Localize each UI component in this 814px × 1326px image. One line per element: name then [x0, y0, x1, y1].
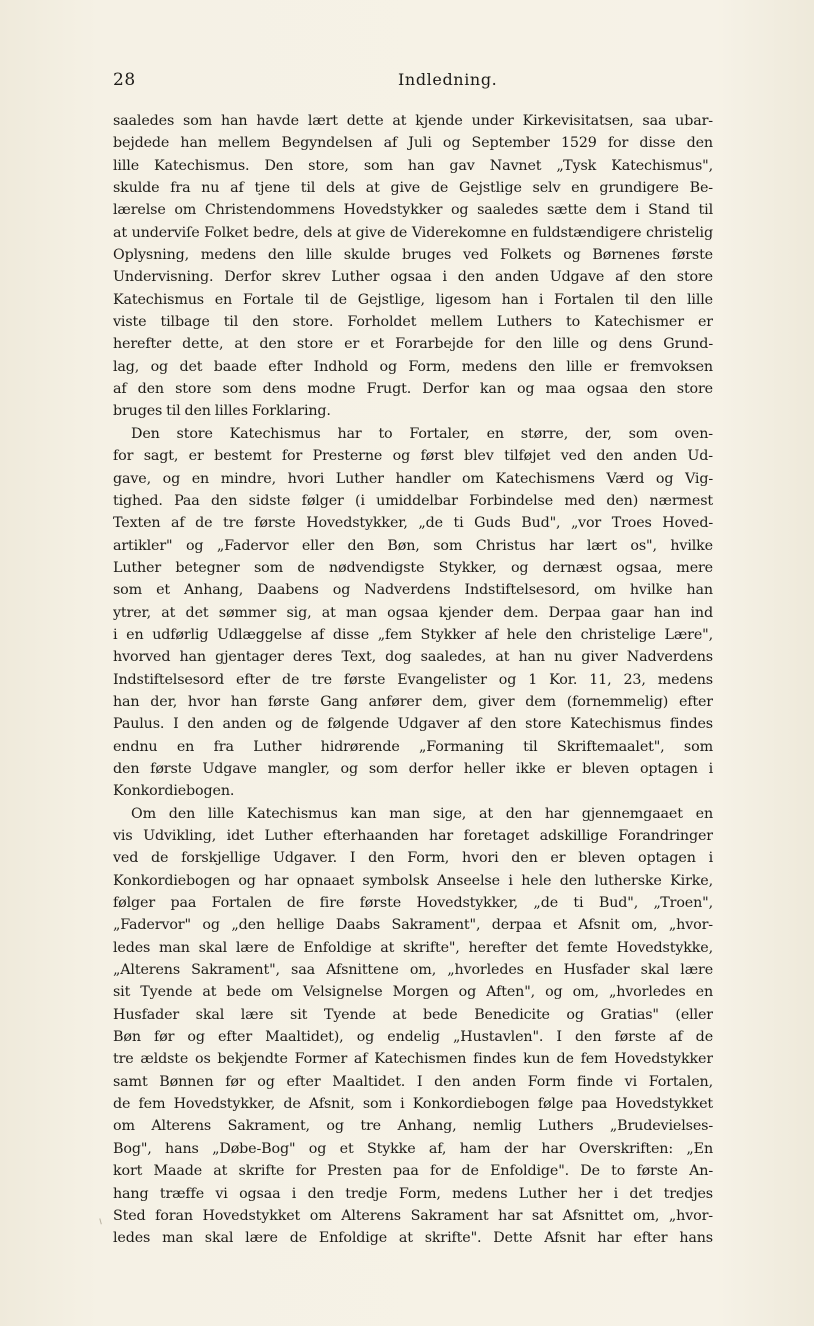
text-line: lærelse om Christendommens Hovedstykker og saaledes sætte dem i Stand til: [113, 202, 713, 219]
text-line: lille Katechismus. Den store, som han gav Navnet „Tysk Katechismus",: [113, 157, 713, 174]
text-line: artikler" og „Fadervor eller den Bøn, som Christus har lært os", hvilke: [113, 537, 713, 554]
text-line: ledes man skal lære de Enfoldige at skrifte", herefter det femte Hovedstykke,: [113, 939, 713, 956]
text-line: saaledes som han havde lært dette at kjende under Kirkevisitatsen, saa ubar-: [113, 113, 713, 129]
text-line: tre ældste os bekjendte Former af Katechismen findes kun de fem Hovedstykker: [113, 1051, 713, 1068]
text-line: Paulus. I den anden og de følgende Udgaver af den store Katechismus findes: [113, 716, 713, 733]
text-line: „Fadervor" og „den hellige Daabs Sakrament", derpaa et Afsnit om, „hvor-: [113, 917, 713, 934]
text-line: Indstiftelsesord efter de tre første Evangelister og 1 Kor. 11, 23, medens: [113, 671, 713, 688]
paragraph-first-line: Om den lille Katechismus kan man sige, at den har gjennemgaaet en: [131, 805, 713, 822]
text-line: lag, og det baade efter Indhold og Form, medens den lille er fremvoksen: [113, 358, 713, 375]
text-line: Sted foran Hovedstykket om Alterens Sakrament har sat Afsnittet om, „hvor-: [113, 1207, 713, 1224]
text-line: ved de forskjellige Udgaver. I den Form, hvori den er bleven optagen i: [113, 850, 713, 867]
text-line: hang træffe vi ogsaa i den tredje Form, medens Luther her i det tredjes: [113, 1185, 713, 1202]
margin-tick-mark: [99, 1218, 104, 1225]
text-line: sit Tyende at bede om Velsignelse Morgen og Aften", og om, „hvorledes en: [113, 984, 713, 1001]
text-line: hvorved han gjentager deres Text, dog saaledes, at han nu giver Nadverdens: [113, 649, 713, 666]
text-line: Texten af de tre første Hovedstykker, „de ti Guds Bud", „vor Troes Hoved-: [113, 515, 713, 532]
text-line: følger paa Fortalen de fire første Hovedstykker, „de ti Bud", „Troen",: [113, 895, 713, 912]
text-line: Bøn før og efter Maaltidet), og endelig „Hustavlen". I den første af de: [113, 1029, 713, 1046]
text-line: at underviſe Folket bedre, dels at give de Viderekomne en fuldstændigere christelig: [113, 224, 713, 241]
text-line: tighed. Paa den sidste følger (i umiddelbar Forbindelse med den) nærmest: [113, 492, 713, 509]
text-line: den første Udgave mangler, og som derfor heller ikke er bleven optagen i: [113, 760, 713, 777]
paragraph-first-line: Den store Katechismus har to Fortaler, en større, der, som oven-: [131, 425, 713, 442]
running-title: Indledning.: [398, 70, 498, 89]
text-line: ledes man skal lære de Enfoldige at skrifte". Dette Afsnit har efter hans: [113, 1230, 713, 1247]
text-line: han der, hvor han første Gang anfører dem, giver dem (fornemmelig) efter: [113, 693, 713, 710]
text-line: Husfader skal lære sit Tyende at bede Benedicite og Gratias" (eller: [113, 1006, 713, 1023]
text-line: viste tilbage til den store. Forholdet mellem Luthers to Katechismer er: [113, 314, 713, 331]
text-line: om Alterens Sakrament, og tre Anhang, nemlig Luthers „Brudevielses-: [113, 1118, 713, 1135]
text-line: vis Udvikling, idet Luther efterhaanden har foretaget adskillige Forandringer: [113, 828, 713, 844]
text-line: samt Bønnen før og efter Maaltidet. I den anden Form finde vi Fortalen,: [113, 1073, 713, 1090]
text-line: gave, og en mindre, hvori Luther handler om Katechismens Værd og Vig-: [113, 470, 713, 487]
text-line: kort Maade at skrifte for Presten paa for de Enfoldige". De to første An-: [113, 1163, 713, 1180]
text-line: Oplysning, medens den lille skulde bruges ved Folkets og Børnenes første: [113, 247, 713, 264]
text-line: af den store som dens modne Frugt. Derfor kan og maa ogsaa den store: [113, 381, 713, 398]
body-text: [113, 110, 713, 1250]
text-line: Undervisning. Derfor skrev Luther ogsaa i den anden Udgave af den store: [113, 269, 713, 286]
text-line: i en udførlig Udlæggelse af disse „fem Stykker af hele den christelige Lære",: [113, 626, 713, 643]
text-line: ytrer, at det sømmer sig, at man ogsaa kjender dem. Derpaa gaar han ind: [113, 604, 713, 621]
page-number: 28: [113, 70, 136, 90]
text-line: Konkordiebogen og har opnaaet symbolsk Anseelse i hele den lutherske Kirke,: [113, 872, 713, 889]
text-line: endnu en fra Luther hidrørende „Formaning til Skriftemaalet", som: [113, 738, 713, 755]
text-line: bruges til den lilles Forklaring.: [113, 403, 331, 420]
text-line: skulde fra nu af tjene til dels at give de Gejstlige selv en grundigere Be-: [113, 180, 713, 197]
text-line: Katechismus en Fortale til de Gejstlige, ligesom han i Fortalen til den lille: [113, 291, 713, 308]
text-line: Konkordiebogen.: [113, 783, 235, 800]
text-line: herefter dette, at den store er et Forarbejde for den lille og dens Grund-: [113, 336, 713, 353]
text-line: bejdede han mellem Begyndelsen af Juli og September 1529 for disse den: [113, 135, 713, 152]
text-line: som et Anhang, Daabens og Nadverdens Indstiftelsesord, om hvilke han: [113, 582, 713, 599]
text-line: for sagt, er bestemt for Presterne og først blev tilføjet ved den anden Ud-: [113, 448, 713, 465]
running-head: [113, 70, 713, 94]
text-line: de fem Hovedstykker, de Afsnit, som i Konkordiebogen følge paa Hovedstykket: [113, 1096, 713, 1113]
text-line: „Alterens Sakrament", saa Afsnittene om, „hvorledes en Husfader skal lære: [113, 962, 713, 979]
text-line: Bog", hans „Døbe-Bog" og et Stykke af, ham der har Overskriften: „En: [113, 1140, 713, 1157]
text-line: Luther betegner som de nødvendigste Stykker, og dernæst ogsaa, mere: [113, 559, 713, 576]
